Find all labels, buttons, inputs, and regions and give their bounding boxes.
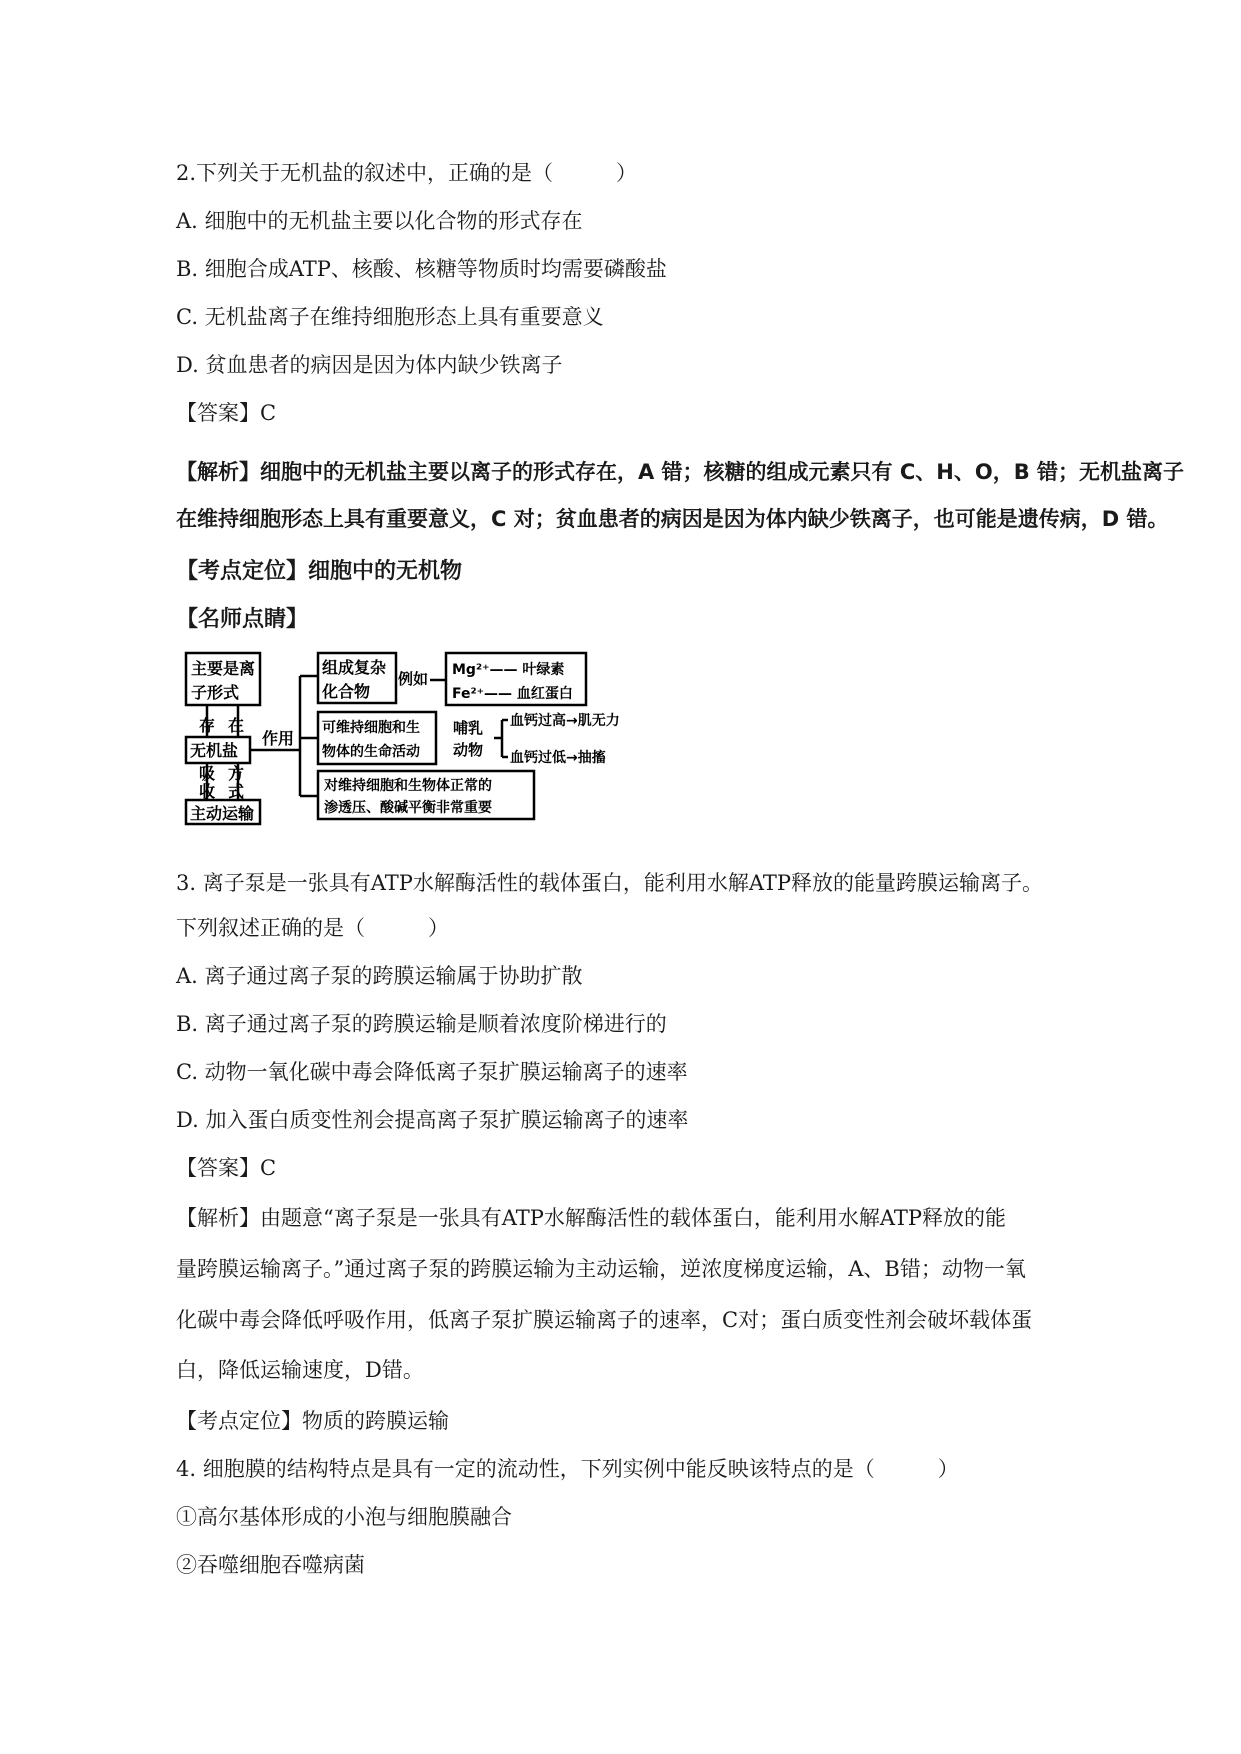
label-transport: 主动运输 [190, 804, 255, 823]
label-method-2: 式 [228, 782, 245, 801]
label-life-2: 物体的生命活动 [322, 744, 420, 760]
label-main-form-2: 子形式 [191, 683, 240, 702]
q2-answer: 【答案】C [176, 401, 277, 425]
label-complex-1: 组成复杂 [322, 658, 387, 677]
q3-option-c: C. 动物一氧化碳中毒会降低离子泵扩膜运输离子的速率 [176, 1060, 688, 1084]
q3-topic: 【考点定位】物质的跨膜运输 [176, 1409, 449, 1433]
q2-analysis-line-1: 【解析】细胞中的无机盐主要以离子的形式存在，A 错；核糖的组成元素只有 C、H、O，B 错；无机盐离子 [176, 460, 1185, 484]
label-exist-1: 存 [199, 716, 216, 735]
q3-option-b: B. 离子通过离子泵的跨膜运输是顺着浓度阶梯进行的 [176, 1012, 667, 1036]
q2-option-b: B. 细胞合成ATP、核酸、核糖等物质时均需要磷酸盐 [176, 257, 667, 281]
label-absorb-2: 收 [199, 782, 216, 801]
label-exist-2: 在 [228, 716, 245, 735]
q2-topic: 【考点定位】细胞中的无机物 [176, 559, 463, 584]
label-method-1: 方 [228, 764, 245, 783]
q2-tip-heading: 【名师点睛】 [176, 607, 309, 632]
q3-analysis-line-4: 白，降低运输速度，D错。 [176, 1358, 424, 1382]
q2-option-a: A. 细胞中的无机盐主要以化合物的形式存在 [176, 209, 583, 233]
q3-stem-line-1: 3. 离子泵是一张具有ATP水解酶活性的载体蛋白，能利用水解ATP释放的能量跨膜运输离子。 [176, 871, 1044, 895]
label-main-form-1: 主要是离 [191, 659, 256, 678]
label-fe: Fe²⁺—— 血红蛋白 [452, 686, 573, 702]
label-absorb-1: 吸 [199, 764, 216, 783]
q2-analysis-line-2: 在维持细胞形态上具有重要意义，C 对；贫血患者的病因是因为体内缺少铁离子，也可能是遗传病，D 错。 [176, 507, 1169, 531]
label-complex-2: 化合物 [322, 682, 371, 701]
label-mammal-1: 哺乳 [453, 719, 484, 737]
q2-option-c: C. 无机盐离子在维持细胞形态上具有重要意义 [176, 305, 604, 329]
q3-analysis-line-3: 化碳中毒会降低呼吸作用，低离子泵扩膜运输离子的速率，C对；蛋白质变性剂会破坏载体蛋 [176, 1308, 1033, 1332]
label-osmotic-1: 对维持细胞和生物体正常的 [324, 778, 492, 794]
q4-stem: 4. 细胞膜的结构特点是具有一定的流动性，下列实例中能反映该特点的是（ ） [176, 1457, 959, 1481]
label-mg: Mg²⁺—— 叶绿素 [452, 662, 565, 678]
label-osmotic-2: 渗透压、酸碱平衡非常重要 [324, 800, 492, 816]
q3-answer: 【答案】C [176, 1156, 277, 1180]
label-ca-high: 血钙过高→肌无力 [510, 713, 620, 729]
label-function: 作用 [262, 729, 295, 748]
q3-analysis-line-1: 【解析】由题意“离子泵是一张具有ATP水解酶活性的载体蛋白，能利用水解ATP释放的能 [176, 1206, 1007, 1230]
q3-stem-line-2: 下列叙述正确的是（ ） [176, 916, 449, 940]
q2-option-d: D. 贫血患者的病因是因为体内缺少铁离子 [176, 353, 563, 377]
q2-stem: 2.下列关于无机盐的叙述中，正确的是（ ） [176, 161, 638, 185]
q4-item-1: ①高尔基体形成的小泡与细胞膜融合 [176, 1505, 512, 1529]
label-mammal-2: 动物 [453, 741, 484, 759]
label-ca-low: 血钙过低→抽搐 [510, 750, 606, 766]
label-life-1: 可维持细胞和生 [322, 720, 420, 736]
label-example: 例如 [398, 670, 429, 688]
q3-option-a: A. 离子通过离子泵的跨膜运输属于协助扩散 [176, 964, 583, 988]
q3-analysis-line-2: 量跨膜运输离子。”通过离子泵的跨膜运输为主动运输，逆浓度梯度运输，A、B错；动物一氧 [176, 1257, 1026, 1281]
label-salt: 无机盐 [190, 741, 239, 760]
q4-item-2: ②吞噬细胞吞噬病菌 [176, 1553, 365, 1577]
q3-option-d: D. 加入蛋白质变性剂会提高离子泵扩膜运输离子的速率 [176, 1108, 689, 1132]
